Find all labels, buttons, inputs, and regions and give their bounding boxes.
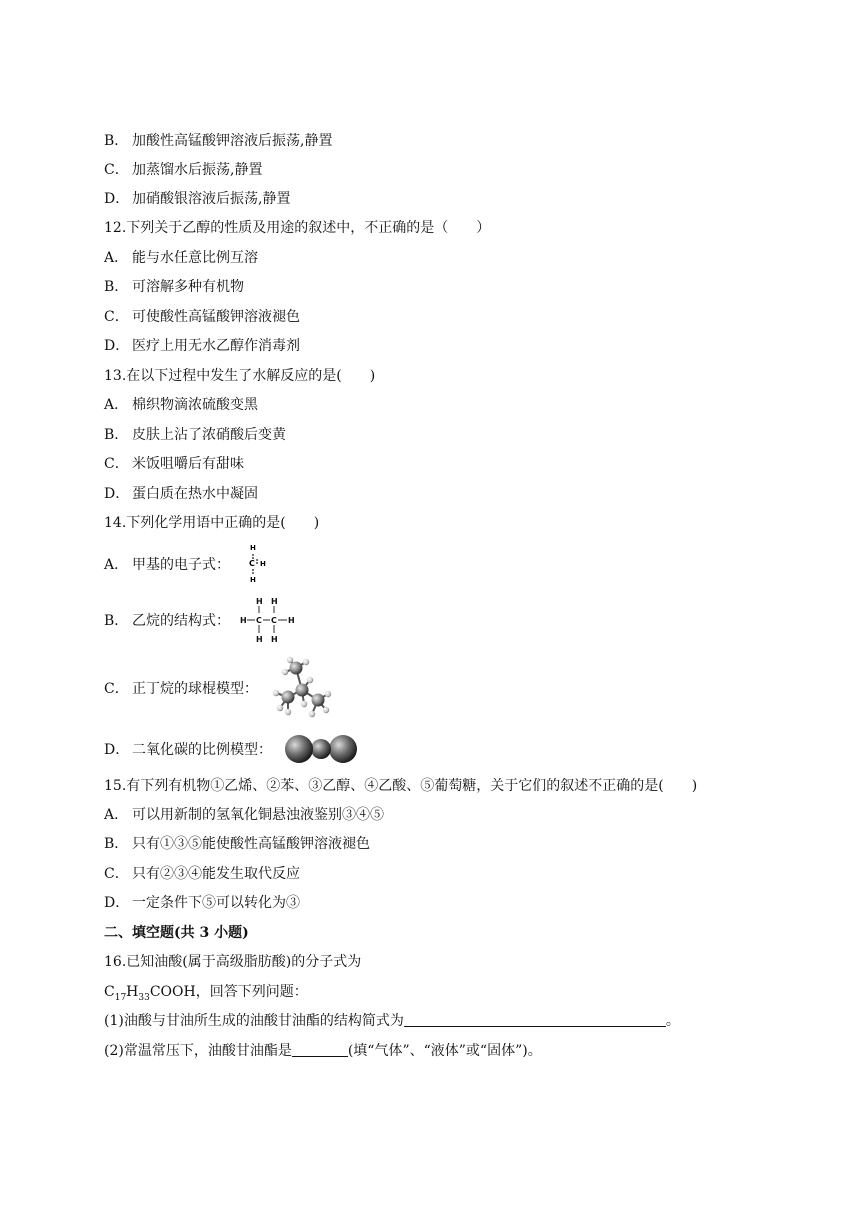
q13-option-d: D． 蛋白质在热水中凝固	[104, 486, 258, 502]
atom-c: C	[249, 559, 255, 568]
q14-option-b: B． 乙烷的结构式：	[104, 613, 230, 629]
q13-option-c: C． 米饭咀嚼后有甜味	[104, 456, 244, 472]
atom-h: H	[288, 616, 295, 625]
q12-option-d: D． 医疗上用无水乙醇作消毒剂	[104, 338, 300, 354]
q13-option-b: B． 皮肤上沾了浓硝酸后变黄	[104, 427, 286, 443]
q12-option-c: C． 可使酸性高锰酸钾溶液褪色	[104, 309, 300, 325]
q15-option-a: A． 可以用新制的氢氧化铜悬浊液鉴别③④⑤	[104, 807, 384, 823]
q14-stem: 14.下列化学用语中正确的是( )	[104, 515, 320, 531]
q13-option-a: A． 棉织物滴浓硫酸变黑	[104, 397, 258, 413]
q12-option-a: A． 能与水任意比例互溶	[104, 250, 258, 266]
butane-ball-stick-model-figure	[266, 652, 338, 722]
q15-option-d: D． 一定条件下⑤可以转化为③	[104, 895, 300, 911]
co2-space-filling-model-figure	[283, 733, 359, 765]
q16-part-1: (1)油酸与甘油所生成的油酸甘油酯的结构简式为 。	[104, 1013, 680, 1029]
atom-h-top: H	[250, 544, 256, 552]
q15-option-b: B． 只有①③⑤能使酸性高锰酸钾溶液褪色	[104, 836, 370, 852]
q14-option-d: D． 二氧化碳的比例模型：	[104, 742, 272, 758]
q11-option-b: B． 加酸性高锰酸钾溶液后振荡,静置	[104, 133, 333, 149]
q11-option-d: D． 加硝酸银溶液后振荡,静置	[104, 191, 291, 207]
q16-part-2: (2)常温常压下，油酸甘油酯是 (填“气体”、“液体”或“固体”)。	[104, 1043, 542, 1059]
section-title: 二、填空题(共 3 小题)	[104, 925, 249, 941]
q14-option-c: C． 正丁烷的球棍模型：	[104, 681, 258, 697]
atom-h: H	[240, 616, 247, 625]
atom-h: H	[271, 635, 278, 644]
atom-h-bottom: H	[250, 576, 256, 584]
q11-option-c: C． 加蒸馏水后振荡,静置	[104, 162, 263, 178]
atom-c: C	[256, 616, 262, 625]
atom-h: H	[256, 597, 263, 606]
methyl-electron-formula-figure	[244, 542, 276, 584]
ethane-structural-formula-figure	[238, 594, 300, 646]
atom-h-right: H	[260, 560, 266, 568]
q16-formula-line: $C_{17}H_{33}COOH$，回答下列问题：	[104, 984, 308, 1003]
q15-stem: 15.有下列有机物①乙烯、②苯、③乙醇、④乙酸、⑤葡萄糖，关于它们的叙述不正确的是( )	[104, 778, 698, 794]
q13-stem: 13.在以下过程中发生了水解反应的是( )	[104, 368, 376, 384]
answer-blank[interactable]	[404, 1012, 666, 1027]
q14-option-a: A． 甲基的电子式：	[104, 557, 230, 573]
q16-stem: 16.已知油酸(属于高级脂肪酸)的分子式为	[104, 954, 362, 970]
atom-c: C	[271, 616, 277, 625]
q15-option-c: C． 只有②③④能发生取代反应	[104, 866, 300, 882]
atom-h: H	[256, 635, 263, 644]
answer-blank[interactable]	[292, 1042, 348, 1057]
q12-option-b: B． 可溶解多种有机物	[104, 279, 244, 295]
q12-stem: 12.下列关于乙醇的性质及用途的叙述中，不正确的是（ ）	[104, 220, 491, 236]
atom-h: H	[271, 597, 278, 606]
